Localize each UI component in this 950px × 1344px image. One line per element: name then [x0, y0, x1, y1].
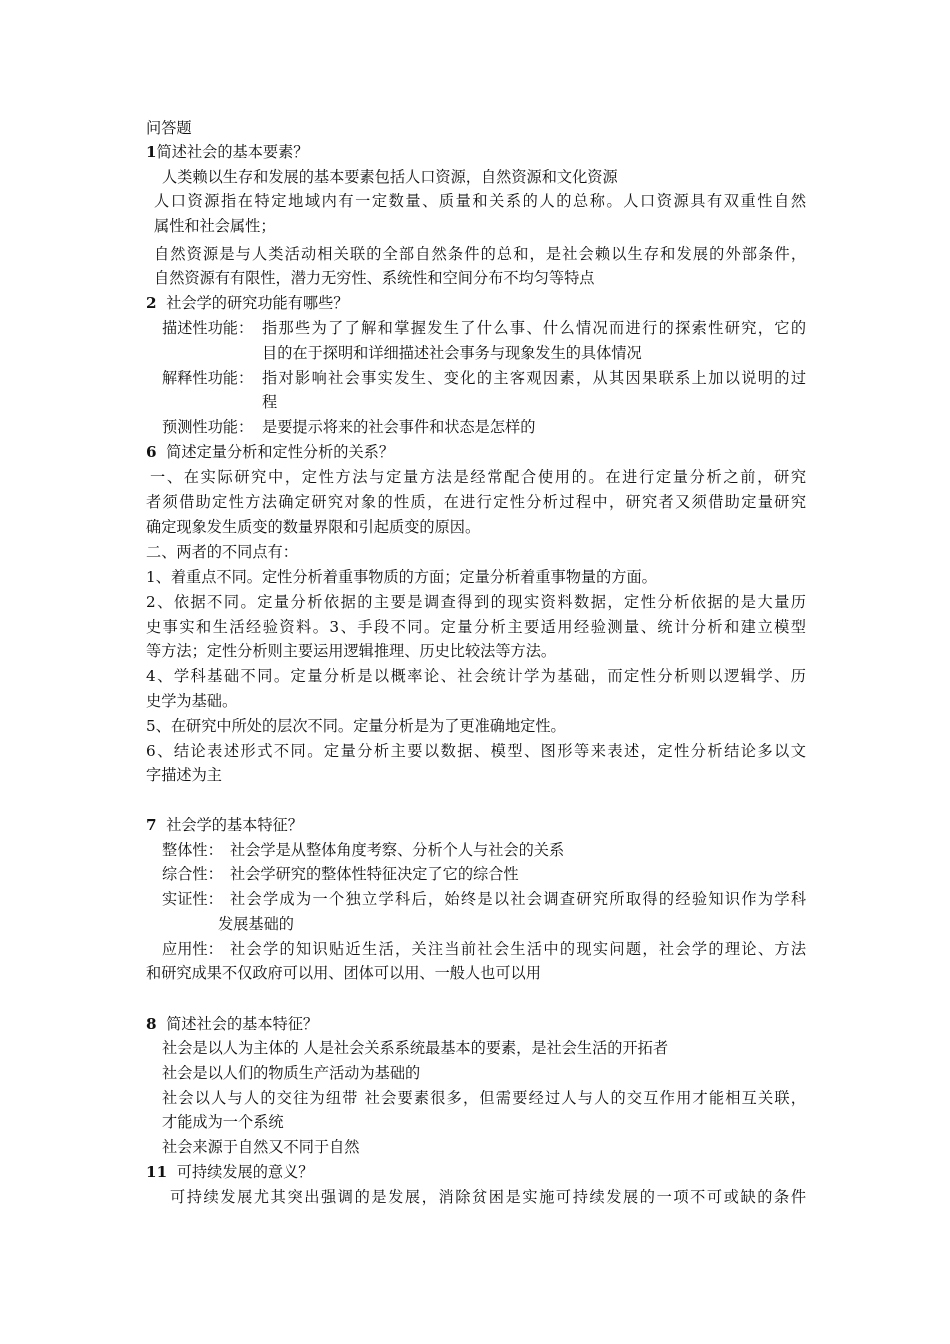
question-number: 6: [146, 443, 157, 461]
answer-line: 史学为基础。: [146, 692, 238, 710]
question-1: [146, 141, 308, 163]
feature-label: 综合性：: [162, 865, 223, 883]
answer-line: 人类赖以生存和发展的基本要素包括人口资源，自然资源和文化资源: [162, 168, 618, 186]
answer-line: 才能成为一个系统: [162, 1113, 284, 1131]
answer-line: 二、两者的不同点有：: [146, 543, 298, 561]
answer-line: 目的在于探明和详细描述社会事务与现象发生的具体情况: [262, 344, 642, 362]
answer-line: 可持续发展尤其突出强调的是发展，消除贫困是实施可持续发展的一项不可或缺的条件: [170, 1188, 806, 1206]
question-2: [146, 292, 348, 314]
question-number: 8: [146, 1015, 157, 1033]
answer-line: 属性和社会属性；: [154, 217, 276, 235]
function-label: 描述性功能：: [162, 319, 254, 337]
answer-line: 社会是以人为主体的 人是社会关系系统最基本的要素，是社会生活的开拓者: [162, 1039, 669, 1057]
question-text: 简述社会的基本特征？: [166, 1015, 319, 1033]
answer-line: 自然资源有有限性，潜力无穷性、系统性和空间分布不均匀等特点: [154, 269, 595, 287]
answer-line: 程: [262, 393, 278, 411]
answer-line: 社会以人与人的交往为纽带 社会要素很多，但需要经过人与人的交互作用才能相互关联，: [162, 1089, 806, 1107]
answer-line: 指对影响社会事实发生、变化的主客观因素，从其因果联系上加以说明的过: [262, 369, 806, 387]
answer-line: 和研究成果不仅政府可以用、团体可以用、一般人也可以用: [146, 964, 541, 982]
feature-label: 整体性：: [162, 841, 223, 859]
question-number: 1: [146, 143, 157, 161]
feature-label: 应用性：: [162, 940, 223, 958]
answer-line: 5、在研究中所处的层次不同。定量分析是为了更准确地定性。: [146, 717, 566, 735]
answer-line: 社会学的知识贴近生活，关注当前社会生活中的现实问题，社会学的理论、方法: [230, 940, 806, 958]
answer-line: 字描述为主: [146, 766, 222, 784]
answer-line: 人口资源指在特定地域内有一定数量、质量和关系的人的总称。人口资源具有双重性自然: [154, 192, 806, 210]
answer-line: 史事实和生活经验资料。3、手段不同。定量分析主要适用经验测量、统计分析和建立模型: [146, 618, 806, 636]
answer-line: 社会学成为一个独立学科后，始终是以社会调查研究所取得的经验知识作为学科: [230, 890, 806, 908]
question-text: 社会学的基本特征？: [166, 816, 303, 834]
answer-line: 社会是以人们的物质生产活动为基础的: [162, 1064, 421, 1082]
answer-line: 1、着重点不同。定性分析着重事物质的方面；定量分析着重事物量的方面。: [146, 568, 657, 586]
question-text: 社会学的研究功能有哪些？: [166, 294, 349, 312]
answer-line: 指那些为了了解和掌握发生了什么事、什么情况而进行的探索性研究，它的: [262, 319, 806, 337]
answer-line: 自然资源是与人类活动相关联的全部自然条件的总和，是社会赖以生存和发展的外部条件，: [154, 245, 806, 263]
answer-line: 等方法；定性分析则主要运用逻辑推理、历史比较法等方法。: [146, 642, 557, 660]
question-number: 2: [146, 294, 157, 312]
question-number: 11: [146, 1163, 168, 1181]
answer-line: 4、学科基础不同。定量分析是以概率论、社会统计学为基础，而定性分析则以逻辑学、历: [146, 667, 806, 685]
question-text: 简述定量分析和定性分析的关系？: [166, 443, 395, 461]
answer-line: 一、在实际研究中，定性方法与定量方法是经常配合使用的。在进行定量分析之前，研究: [150, 468, 806, 486]
answer-line: 发展基础的: [218, 915, 294, 933]
question-11: [146, 1161, 313, 1183]
question-text: 简述社会的基本要素？: [156, 143, 309, 161]
answer-line: 6、结论表述形式不同。定量分析主要以数据、模型、图形等来表述，定性分析结论多以文: [146, 742, 806, 760]
question-6: [146, 441, 394, 463]
function-label: 预测性功能：: [162, 418, 254, 436]
answer-line: 社会来源于自然又不同于自然: [162, 1138, 360, 1156]
answer-line: 2、依据不同。定量分析依据的主要是调查得到的现实资料数据，定性分析依据的是大量历: [146, 593, 806, 611]
function-label: 解释性功能：: [162, 369, 254, 387]
question-7: [146, 814, 303, 836]
question-number: 7: [146, 816, 157, 834]
answer-line: 社会学研究的整体性特征决定了它的综合性: [230, 865, 519, 883]
feature-label: 实证性：: [162, 890, 223, 908]
answer-line: 社会学是从整体角度考察、分析个人与社会的关系: [230, 841, 565, 859]
question-text: 可持续发展的意义？: [176, 1163, 314, 1181]
answer-line: 确定现象发生质变的数量界限和引起质变的原因。: [146, 518, 481, 536]
page-title: 问答题: [146, 119, 192, 137]
answer-line: 者须借助定性方法确定研究对象的性质，在进行定性分析过程中，研究者又须借助定量研究: [146, 493, 806, 511]
question-8: [146, 1013, 318, 1035]
answer-line: 是要提示将来的社会事件和状态是怎样的: [262, 418, 536, 436]
